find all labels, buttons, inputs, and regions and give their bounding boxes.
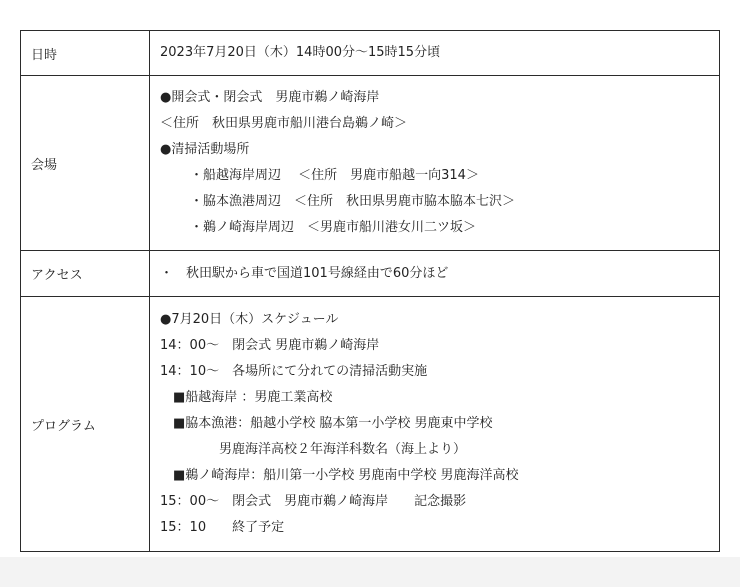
table-row-program <box>21 297 720 552</box>
table-row-venue <box>21 76 720 251</box>
schedule-item: 15：00～ 閉会式 男鹿市鵜ノ崎海岸 記念撮影 <box>160 494 467 509</box>
datetime-text: 2023年7月20日（木）14時00分～15時15分頃 <box>160 45 441 60</box>
schedule-item: 15：10 終了予定 <box>160 520 285 535</box>
venue-value <box>150 76 720 251</box>
venue-label: 会場 <box>21 76 150 251</box>
schedule-group-wakimoto: ■脇本漁港：船越小学校 脇本第一小学校 男鹿東中学校 <box>173 416 493 431</box>
event-info-table <box>20 30 720 552</box>
schedule-item: 14：00～ 閉会式 男鹿市鵜ノ崎海岸 <box>160 338 380 353</box>
venue-address: ＜住所 秋田県男鹿市船川港台島鵜ノ崎＞ <box>160 116 408 131</box>
schedule-heading: ●7月20日（木）スケジュール <box>160 312 339 327</box>
program-label: プログラム <box>21 297 150 552</box>
schedule-group-funakoshi: ■船越海岸 ：男鹿工業高校 <box>173 390 333 405</box>
schedule-group-unosaki: ■鵜ノ崎海岸：船川第一小学校 男鹿南中学校 男鹿海洋高校 <box>173 468 519 483</box>
cleanup-site-wakimoto: ・脇本漁港周辺 ＜住所 秋田県男鹿市脇本脇本七沢＞ <box>190 194 516 209</box>
venue-opening-closing: ●開会式・閉会式 男鹿市鵜ノ崎海岸 <box>160 90 380 105</box>
datetime-value <box>150 31 720 76</box>
access-value <box>150 251 720 297</box>
access-text: ・ 秋田駅から車で国道101号線経由で60分ほど <box>160 265 449 281</box>
access-label: アクセス <box>21 251 150 297</box>
cleanup-site-unosaki: ・鵜ノ崎海岸周辺 ＜男鹿市船川港女川二ツ坂＞ <box>190 220 477 235</box>
table-row-datetime <box>21 31 720 76</box>
datetime-label: 日時 <box>21 31 150 76</box>
schedule-group-wakimoto-cont: 男鹿海洋高校２年海洋科数名（海上より） <box>219 442 467 457</box>
program-value <box>150 297 720 552</box>
schedule-item: 14：10～ 各場所にて分れての清掃活動実施 <box>160 364 428 379</box>
cleanup-site-funakoshi: ・船越海岸周辺 ＜住所 男鹿市船越一向314＞ <box>190 168 479 183</box>
cleanup-sites-heading: ●清掃活動場所 <box>160 142 250 157</box>
table-row-access <box>21 251 720 297</box>
